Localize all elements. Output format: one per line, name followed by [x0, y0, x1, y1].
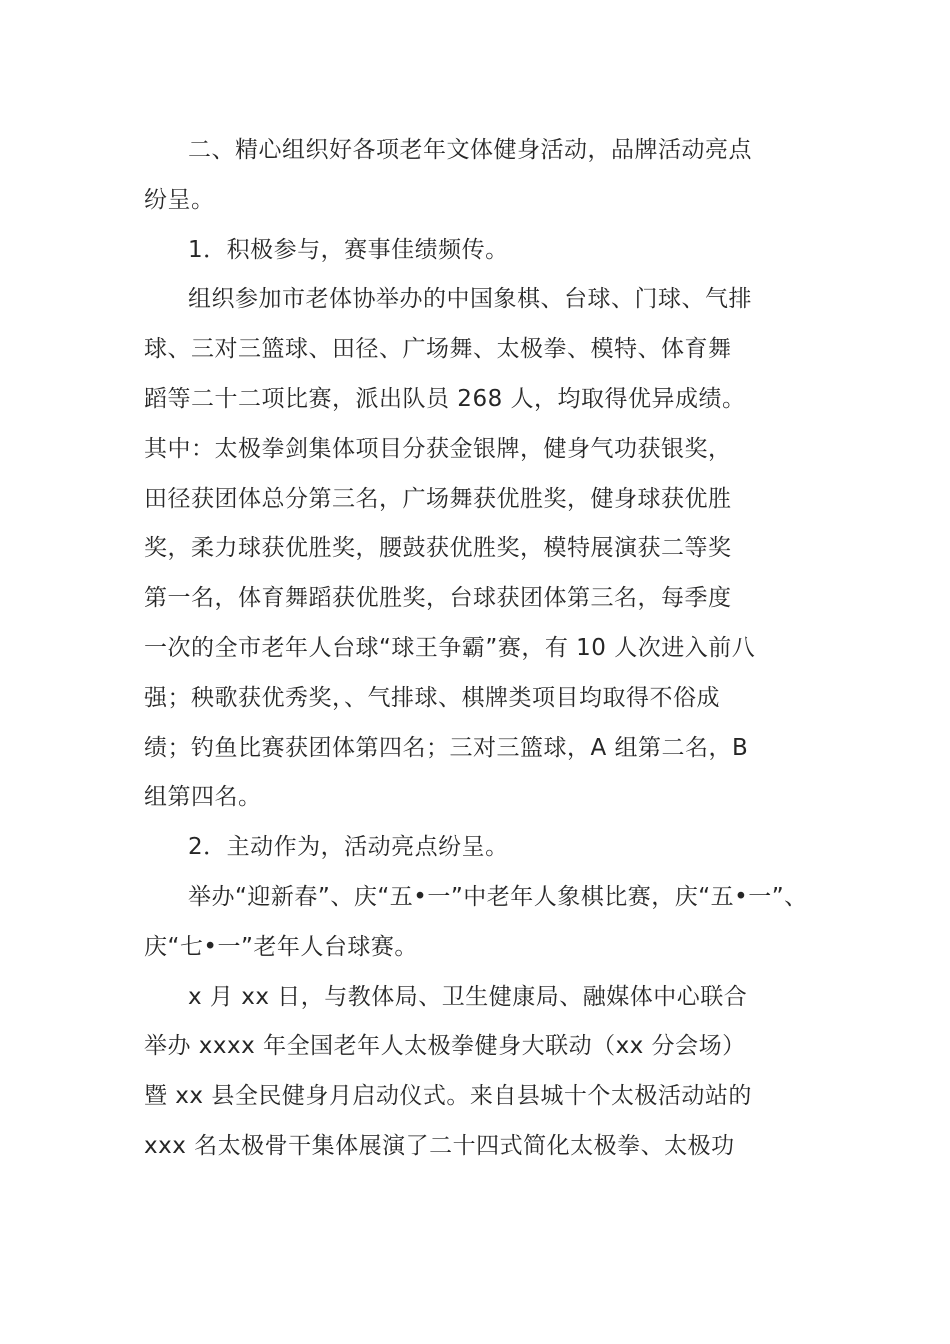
- text-line: 绩；钓鱼比赛获团体第四名；三对三篮球，A 组第二名，B: [144, 734, 749, 761]
- subheading-line: 2．主动作为，活动亮点纷呈。: [188, 834, 509, 861]
- subheading-line: 1．积极参与，赛事佳绩频传。: [188, 236, 509, 263]
- text-line: xxx 名太极骨干集体展演了二十四式简化太极拳、太极功: [144, 1132, 735, 1159]
- text-line: 蹈等二十二项比赛，派出队员 268 人，均取得优异成绩。: [144, 385, 746, 412]
- text-line: 其中：太极拳剑集体项目分获金银牌，健身气功获银奖，: [144, 435, 732, 462]
- text-line: 组织参加市老体协举办的中国象棋、台球、门球、气排: [188, 286, 752, 313]
- document-body: [144, 126, 806, 1172]
- text-line: 暨 xx 县全民健身月启动仪式。来自县城十个太极活动站的: [144, 1083, 752, 1110]
- text-line: 一次的全市老年人台球“球王争霸”赛，有 10 人次进入前八: [144, 634, 756, 661]
- text-line: 庆“七•一”老年人台球赛。: [144, 933, 418, 960]
- text-line: 第一名，体育舞蹈获优胜奖，台球获团体第三名，每季度: [144, 585, 732, 612]
- text-line: 田径获团体总分第三名，广场舞获优胜奖，健身球获优胜: [144, 485, 732, 512]
- text-line: 球、三对三篮球、田径、广场舞、太极拳、模特、体育舞: [144, 336, 732, 363]
- heading-line: 二、精心组织好各项老年文体健身活动，品牌活动亮点: [188, 137, 752, 163]
- text-line: 举办 xxxx 年全国老年人太极拳健身大联动（xx 分会场）: [144, 1033, 746, 1060]
- text-line: x 月 xx 日，与教体局、卫生健康局、融媒体中心联合: [188, 983, 748, 1010]
- text-line: 组第四名。: [144, 784, 262, 811]
- text-line: 举办“迎新春”、庆“五•一”中老年人象棋比赛，庆“五•一”、: [188, 883, 808, 910]
- text-line: 奖，柔力球获优胜奖，腰鼓获优胜奖，模特展演获二等奖: [144, 535, 732, 562]
- text-line: 纷呈。: [144, 186, 215, 213]
- text-line: 强；秧歌获优秀奖，、气排球、棋牌类项目均取得不俗成: [144, 684, 720, 711]
